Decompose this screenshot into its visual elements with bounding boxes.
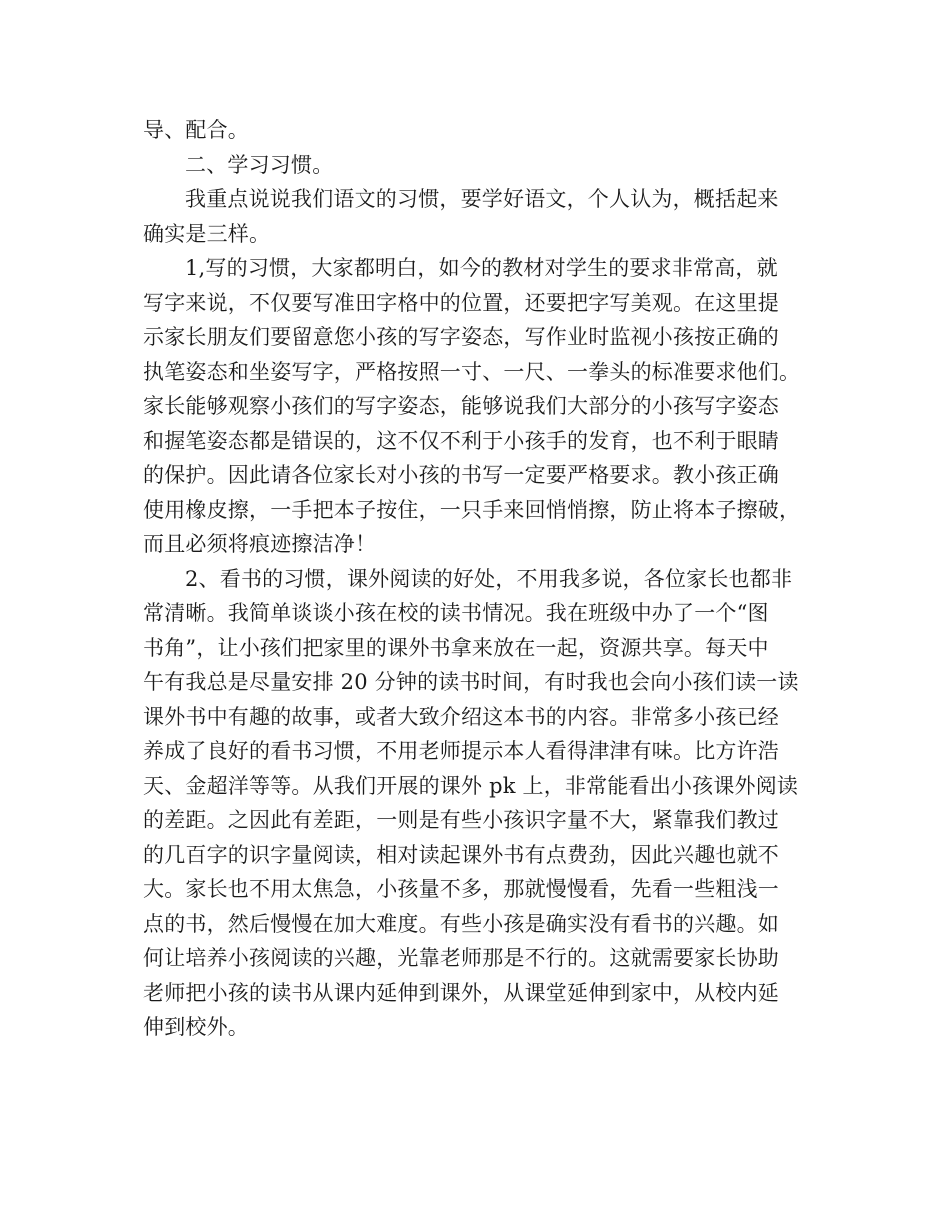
text-line: 点的书，然后慢慢在加大难度。有些小孩是确实没有看书的兴趣。如 (143, 911, 779, 936)
text-line: 大。家长也不用太焦急，小孩量不多，那就慢慢看，先看一些粗浅一 (143, 877, 779, 901)
text-line: 写字来说，不仅要写准田字格中的位置，还要把字写美观。在这里提 (143, 290, 779, 315)
text-line: 的几百字的识字量阅读，相对读起课外书有点费劲，因此兴趣也就不 (143, 842, 779, 867)
text-line: 2、看书的习惯，课外阅读的好处，不用我多说，各位家长也都非 (185, 566, 793, 591)
text-line: 伸到校外。 (143, 1015, 249, 1039)
text-line: 示家长朋友们要留意您小孩的写字姿态，写作业时监视小孩按正确的 (143, 325, 779, 349)
text-line: 使用橡皮擦，一手把本子按住，一只手来回悄悄擦，防止将本子擦破， (143, 497, 801, 522)
text-line: 的保护。因此请各位家长对小孩的书写一定要严格要求。教小孩正确 (143, 463, 779, 487)
text-line: 天、金超洋等等。从我们开展的课外 pk 上，非常能看出小孩课外阅读 (143, 773, 799, 798)
text-line: 执笔姿态和坐姿写字，严格按照一寸、一尺、一拳头的标准要求他们。 (143, 359, 801, 384)
text-line: 导、配合。 (143, 118, 249, 142)
text-line: 而且必须将痕迹擦洁净！ (143, 532, 377, 556)
text-line: 何让培养小孩阅读的兴趣，光靠老师那是不行的。这就需要家长协助 (143, 946, 779, 970)
text-line: 我重点说说我们语文的习惯，要学好语文，个人认为，概括起来 (185, 187, 779, 211)
text-line: 老师把小孩的读书从课内延伸到课外，从课堂延伸到家中，从校内延 (143, 980, 779, 1005)
text-line: 二、学习习惯。 (185, 152, 334, 177)
text-line: 和握笔姿态都是错误的，这不仅不利于小孩手的发育，也不利于眼睛 (143, 428, 779, 453)
text-line: 家长能够观察小孩们的写字姿态，能够说我们大部分的小孩写字姿态 (143, 394, 779, 418)
text-line: 1,写的习惯，大家都明白，如今的教材对学生的要求非常高，就 (185, 256, 778, 280)
text-line: 确实是三样。 (143, 221, 271, 246)
document-body (143, 113, 823, 1045)
text-line: 养成了良好的看书习惯，不用老师提示本人看得津津有味。比方许浩 (143, 739, 779, 763)
text-line: 常清晰。我简单谈谈小孩在校的读书情况。我在班级中办了一个“图 (143, 601, 769, 625)
text-line: 课外书中有趣的故事，或者大致介绍这本书的内容。非常多小孩已经 (143, 704, 779, 729)
text-line: 的差距。之因此有差距，一则是有些小孩识字量不大，紧靠我们教过 (143, 808, 779, 832)
text-line: 午有我总是尽量安排 20 分钟的读书时间，有时我也会向小孩们读一读 (143, 670, 799, 694)
text-line: 书角”，让小孩们把家里的课外书拿来放在一起，资源共享。每天中 (143, 635, 769, 660)
